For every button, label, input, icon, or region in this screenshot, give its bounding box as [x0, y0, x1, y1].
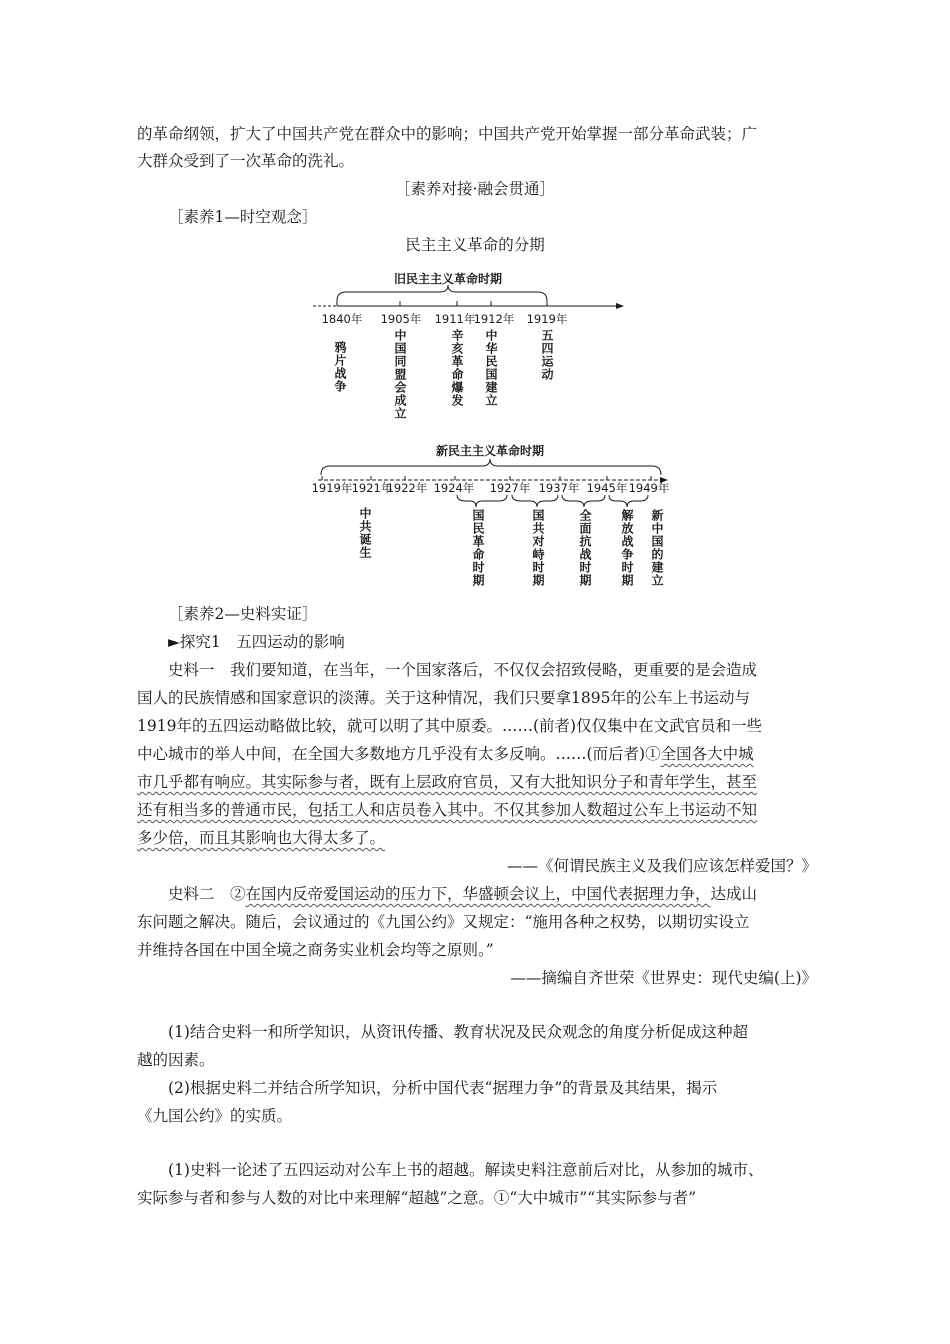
- old-year-label: 1840年: [321, 312, 363, 326]
- source1-line: [137, 800, 757, 820]
- intro-line-2: 大群众受到了一次革命的洗礼。: [137, 152, 355, 170]
- old-year-label: 1919年: [526, 312, 568, 326]
- new-phase-text: 全面抗战时期: [578, 509, 592, 587]
- source1-underlined: 还有相当多的普通市民，包括工人和店员卷入其中。: [137, 801, 494, 819]
- suyang1-label: ［素养1—时空观念］: [168, 208, 318, 226]
- new-phase-text: 中共诞生: [358, 507, 372, 559]
- new-period-title: 新民主主义革命时期: [435, 444, 545, 458]
- old-event-text: 辛亥革命爆发: [450, 329, 464, 407]
- question-line: (2)根据史料二并结合所学知识，分析中国代表“据理力争”的背景及其结果，揭示: [168, 1079, 718, 1097]
- source2-line: 并维持各国在中国全境之商务实业机会均等之原则。”: [137, 941, 494, 959]
- source2-underlined: 在国内反帝爱国运动的压力下，华盛顿会议上，中国代表据理力争，: [245, 885, 711, 903]
- question-line: (1)结合史料一和所学知识，从资讯传播、教育状况及民众观念的角度分析促成这种超: [168, 1023, 748, 1041]
- new-phase-text: 新中国的建立: [650, 509, 664, 587]
- new-year-label: 1922年: [386, 481, 428, 495]
- source2-text: 达成山: [710, 885, 758, 903]
- explore-title: ►探究1 五四运动的影响: [168, 633, 345, 651]
- new-phase-text: 国民革命时期: [471, 509, 485, 587]
- old-year-label: 1912年: [473, 312, 515, 326]
- old-event-text: 中国同盟会成立: [393, 329, 407, 420]
- timeline-diagram: [0, 265, 950, 605]
- new-year-label: 1919年: [311, 481, 353, 495]
- answer-line: (1)史料一论述了五四运动对公车上书的超越。解读史料注意前后对比，从参加的城市、: [168, 1161, 764, 1179]
- source1-line: [137, 744, 754, 764]
- source1-underlined: 市几乎都有响应。其实际参与者，既有上层政府官员，又有大批知识分子和青年学生，甚至: [137, 773, 758, 791]
- source1-underlined: 全国各大中城: [660, 745, 754, 763]
- question-line: 《九国公约》的实质。: [137, 1107, 293, 1125]
- old-axis-ticks: [337, 301, 547, 306]
- old-year-label: 1905年: [380, 312, 422, 326]
- source2-line: 东问题之解决。随后，会议通过的《九国公约》又规定：“施用各种之权势，以期切实设立: [137, 913, 750, 931]
- new-axis-ticks: [322, 476, 651, 480]
- old-event-text: 中华民国建立: [484, 329, 498, 407]
- source2-line: [168, 884, 757, 904]
- source1-citation: ——《何谓民族主义及我们应该怎样爱国？》: [506, 857, 817, 875]
- source1-underlined: 不仅其参加人数超过公车上书运动不知: [493, 801, 758, 819]
- old-event-text: 五四运动: [540, 329, 554, 381]
- phase-brackets: [457, 495, 648, 507]
- new-period-brace: [321, 459, 661, 475]
- new-year-label: 1945年: [586, 481, 628, 495]
- source1-underlined: 多少倍，而且其影响也大得太多了。: [137, 829, 386, 847]
- source2-citation: ——摘编自齐世荣《世界史：现代史编(上)》: [510, 969, 817, 987]
- source1-line: [137, 772, 757, 792]
- new-phase-text: 国共对峙时期: [531, 509, 545, 587]
- diagram-title: 民主主义革命的分期: [405, 236, 545, 254]
- new-year-label: 1927年: [489, 481, 531, 495]
- new-phase-text: 解放战争时期: [620, 509, 634, 587]
- old-axis-arrow: [616, 303, 624, 309]
- question-line: 越的因素。: [137, 1051, 215, 1069]
- new-year-label: 1924年: [433, 481, 475, 495]
- source1-text: 中心城市的举人中间，在全国大多数地方几乎没有太多反响。……(而后者)①: [137, 745, 661, 763]
- answer-line: 实际参与者和参与人数的对比中来理解“超越”之意。①“大中城市”“其实际参与者”: [137, 1189, 697, 1207]
- source1-line: 1919年的五四运动略做比较，就可以明了其中原委。……(前者)仅仅集中在文武官员和一些: [137, 717, 763, 735]
- suyang2-label: ［素养2—史料实证］: [168, 605, 318, 623]
- new-year-label: 1921年: [351, 481, 393, 495]
- old-event-text: 鸦片战争: [333, 341, 347, 393]
- old-year-label: 1911年: [434, 312, 476, 326]
- new-year-label: 1949年: [628, 481, 670, 495]
- new-year-label: 1937年: [538, 481, 580, 495]
- source1-line: 史料一 我们要知道，在当年，一个国家落后，不仅仅会招致侵略，更重要的是会造成: [168, 661, 758, 679]
- source2-text: 史料二 ②: [168, 885, 246, 903]
- intro-line-1: 的革命纲领，扩大了中国共产党在群众中的影响；中国共产党开始掌握一部分革命武装；广: [137, 125, 758, 143]
- source1-line: [137, 828, 385, 848]
- section-heading: ［素养对接·融会贯通］: [395, 180, 555, 198]
- source1-line: 国人的民族情感和国家意识的淡薄。关于这种情况，我们只要拿1895年的公车上书运动与: [137, 689, 750, 707]
- old-period-title: 旧民主主义革命时期: [393, 272, 503, 286]
- old-period-brace: [337, 285, 547, 301]
